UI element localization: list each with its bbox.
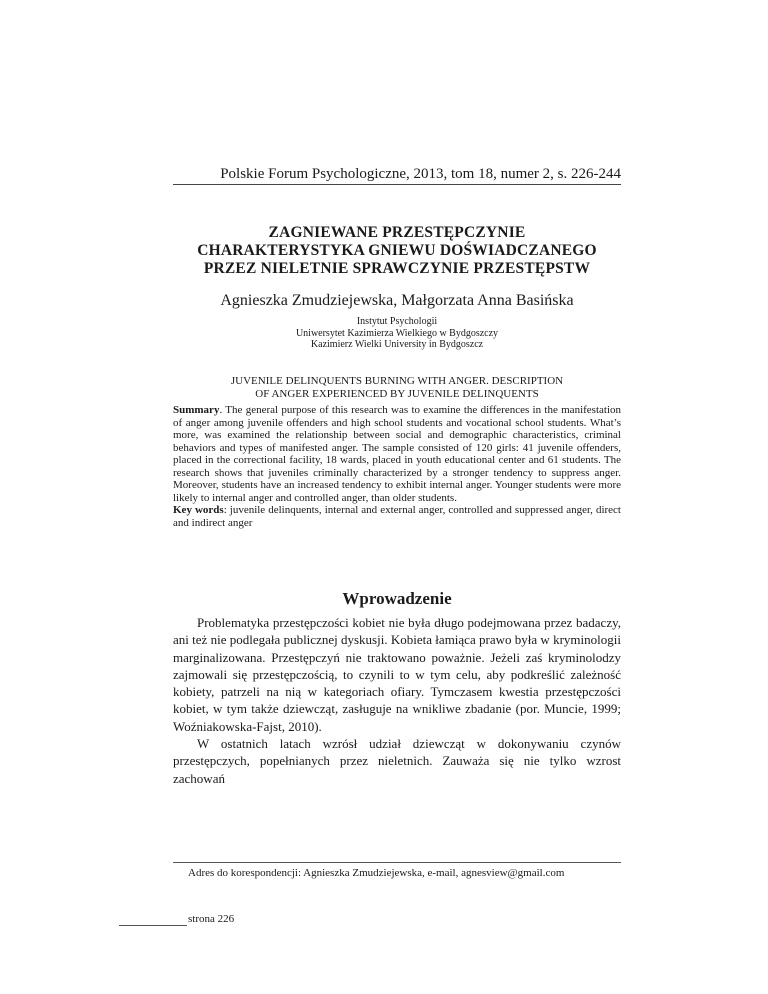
page-number: strona 226 <box>188 913 235 925</box>
title-line: CHARAKTERYSTYKA GNIEWU DOŚWIADCZANEGO <box>197 242 597 259</box>
keywords-paragraph <box>173 504 621 529</box>
title-line: ZAGNIEWANE PRZESTĘPCZYNIE <box>268 224 526 241</box>
body-text <box>173 614 621 787</box>
english-title-line: JUVENILE DELINQUENTS BURNING WITH ANGER. DESCRIPTION <box>230 375 564 387</box>
affiliation-line: Uniwersytet Kazimierza Wielkiego w Bydgoszczy <box>295 327 499 339</box>
body-paragraph: W ostatnich latach wzrósł udział dziewcząt w dokonywaniu czynów przestępczych, popełnianych przez nieletnich. Zauważa się nie tylko wzrost zachowań <box>173 736 621 786</box>
header-rule <box>173 184 621 185</box>
page-number-rule <box>119 925 187 926</box>
english-title <box>173 375 621 400</box>
summary-label: Summary <box>173 404 220 416</box>
footnote: Adres do korespondencji: Agnieszka Zmudziejewska, e-mail, agnesview@gmail.com <box>188 867 565 879</box>
summary-text: . The general purpose of this research was to examine the differences in the manifestation of anger among juvenile offenders and high school students and vocational school students. What’s more, was examined the relationship between social and demographic characteristics, criminal behaviors and types of manifested anger. The sample consisted of 120 girls: 41 juvenile offenders, placed in the correctional facility, 18 wards, placed in youth educational center and 61 students. The research shows that juveniles criminally characterized by a stronger tendency to suppress anger. Moreover, students have an increased tendency to exhibit internal anger. Younger students were more likely to internal anger and controlled anger, than older students. <box>173 404 621 504</box>
summary-paragraph <box>173 404 621 504</box>
article-title <box>173 224 621 278</box>
title-line: PRZEZ NIELETNIE SPRAWCZYNIE PRZESTĘPSTW <box>203 260 591 277</box>
keywords-text: : juvenile delinquents, internal and external anger, controlled and suppressed anger, direct and indirect anger <box>173 504 621 529</box>
keywords-label: Key words <box>173 504 224 516</box>
abstract <box>173 404 621 529</box>
section-heading: Wprowadzenie <box>342 589 452 608</box>
footnote-rule <box>173 862 621 863</box>
body-paragraph: Problematyka przestępczości kobiet nie była długo podejmowana przez badaczy, ani też nie podlegała publicznej dyskusji. Kobieta łamiąca prawo była w kryminologii marginalizowana. Przestępczyń nie traktowano poważnie. Jeżeli zaś kryminolodzy zajmowali się przestępczością, to czynili to w tym celu, aby podkreślić zależność kobiety, patrzeli na nią w kategoriach ofiary. Tymczasem kwestia przestępczości kobiet, w tym także dziewcząt, zasługuje na wnikliwe zbadanie (por. Muncie, 1999; Woźniakowska-Fajst, 2010). <box>173 615 621 734</box>
affiliation-line: Instytut Psychologii <box>356 316 438 327</box>
affiliation <box>173 316 621 351</box>
journal-header: Polskie Forum Psychologiczne, 2013, tom 18, numer 2, s. 226-244 <box>220 166 621 182</box>
affiliation-line: Kazimierz Wielki University in Bydgoszcz <box>310 339 484 350</box>
english-title-line: OF ANGER EXPERIENCED BY JUVENILE DELINQUENTS <box>255 387 539 400</box>
authors: Agnieszka Zmudziejewska, Małgorzata Anna Basińska <box>220 292 574 309</box>
